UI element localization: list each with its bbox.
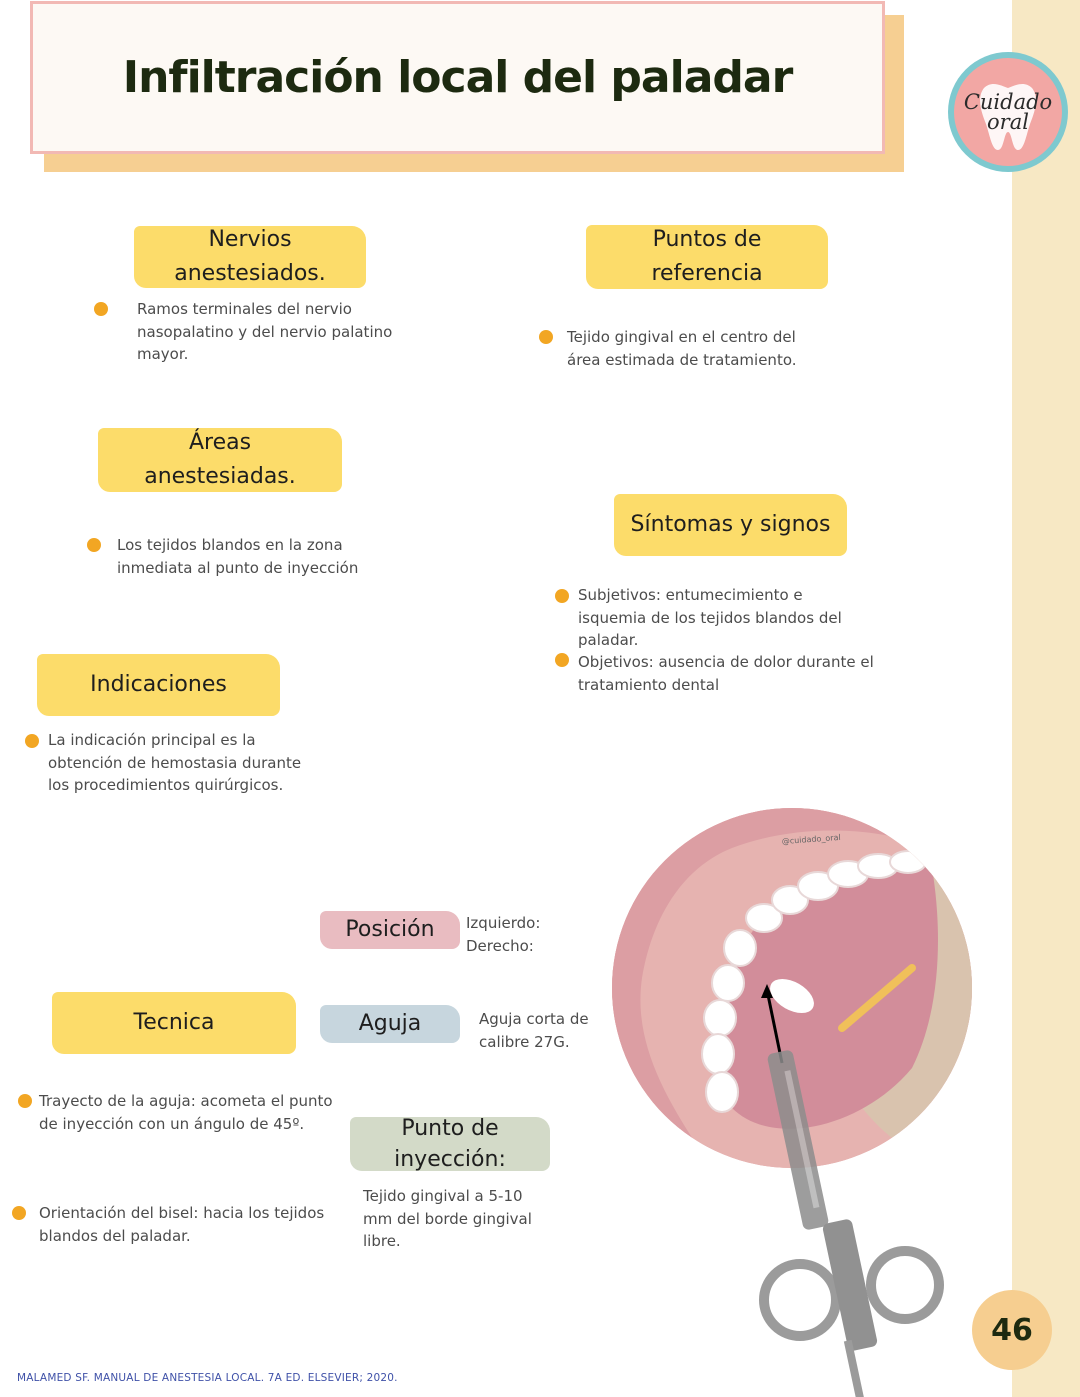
logo: [948, 52, 1068, 172]
page-title: Infiltración local del paladar: [122, 52, 793, 103]
puntos-text: Tejido gingival en el centro del área estimada de tratamiento.: [567, 328, 797, 369]
syringe-icon: [755, 1050, 955, 1397]
bullet: [555, 589, 569, 603]
sintomas-heading: Síntomas y signos: [614, 494, 847, 556]
bullet: [539, 330, 553, 344]
logo-text: Cuidado oral: [963, 90, 1053, 134]
posicion-izquierdo: Izquierdo:: [466, 914, 541, 932]
aguja-heading: Aguja: [320, 1005, 460, 1043]
tecnica-trayecto: Trayecto de la aguja: acometa el punto de inyección con un ángulo de 45º.: [39, 1092, 333, 1133]
posicion-text: [466, 912, 586, 957]
sintomas-objetivos: Objetivos: ausencia de dolor durante el tratamiento dental: [578, 653, 874, 694]
nervios-text: Ramos terminales del nervio nasopalatino y del nervio palatino mayor.: [137, 300, 393, 363]
areas-text: Los tejidos blandos en la zona inmediata al punto de inyección: [117, 536, 359, 577]
bullet: [87, 538, 101, 552]
tecnica-bisel: Orientación del bisel: hacia los tejidos blandos del paladar.: [39, 1204, 325, 1245]
indicaciones-heading: Indicaciones: [37, 654, 280, 716]
bullet: [12, 1206, 26, 1220]
bullet: [18, 1094, 32, 1108]
aguja-text: Aguja corta de calibre 27G.: [479, 1010, 589, 1051]
bullet: [555, 653, 569, 667]
areas-heading: Áreas anestesiadas.: [98, 428, 342, 492]
sintomas-subjetivos: Subjetivos: entumecimiento e isquemia de los tejidos blandos del paladar.: [578, 586, 842, 649]
puntos-heading: Puntos de referencia: [586, 225, 828, 289]
bullet: [94, 302, 108, 316]
page-number: 46: [972, 1290, 1052, 1370]
title-box: [30, 1, 885, 154]
footer-reference: MALAMED SF. MANUAL DE ANESTESIA LOCAL. 7A ED. ELSEVIER; 2020.: [17, 1372, 398, 1384]
sidebar-stripe: [1012, 0, 1080, 1397]
posicion-derecho: Derecho:: [466, 936, 534, 955]
posicion-heading: Posición: [320, 911, 460, 949]
illustration-watermark: @cuidado_oral: [781, 832, 841, 846]
punto-inyeccion-heading: Punto de inyección:: [350, 1117, 550, 1171]
punto-inyeccion-text: Tejido gingival a 5-10 mm del borde gingival libre.: [363, 1187, 532, 1250]
tecnica-heading: Tecnica: [52, 992, 296, 1054]
indicaciones-text: La indicación principal es la obtención de hemostasia durante los procedimientos quirúrgicos.: [48, 731, 302, 794]
bullet: [25, 734, 39, 748]
nervios-heading: Nervios anestesiados.: [134, 226, 366, 288]
